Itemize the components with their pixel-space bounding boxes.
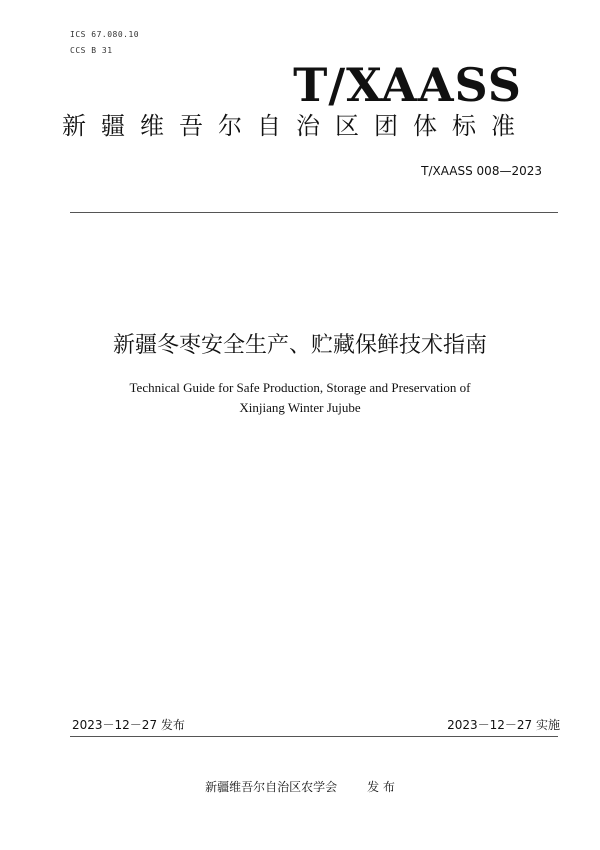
implementation-date: 2023－12－27 实施 — [447, 718, 560, 732]
footer-divider — [70, 736, 558, 737]
standard-type-heading: 新疆维吾尔自治区团体标准 — [62, 112, 530, 140]
document-title-english — [0, 378, 600, 418]
org-code-logo: T/XAASS — [293, 58, 522, 112]
standard-number: T/XAASS 008—2023 — [421, 164, 542, 178]
header-divider — [70, 212, 558, 213]
publisher-name: 新疆维吾尔自治区农学会 — [205, 780, 338, 794]
english-title-line-1: Technical Guide for Safe Production, Storage and Preservation of — [129, 380, 471, 395]
document-title-chinese: 新疆冬枣安全生产、贮藏保鲜技术指南 — [112, 333, 487, 358]
publisher-line — [0, 778, 600, 795]
english-title-line-2: Xinjiang Winter Jujube — [239, 400, 361, 415]
ccs-code: CCS B 31 — [70, 46, 113, 55]
ics-code: ICS 67.080.10 — [70, 30, 140, 39]
issue-date: 2023－12－27 发布 — [72, 718, 185, 732]
publish-action: 发 布 — [367, 780, 395, 794]
